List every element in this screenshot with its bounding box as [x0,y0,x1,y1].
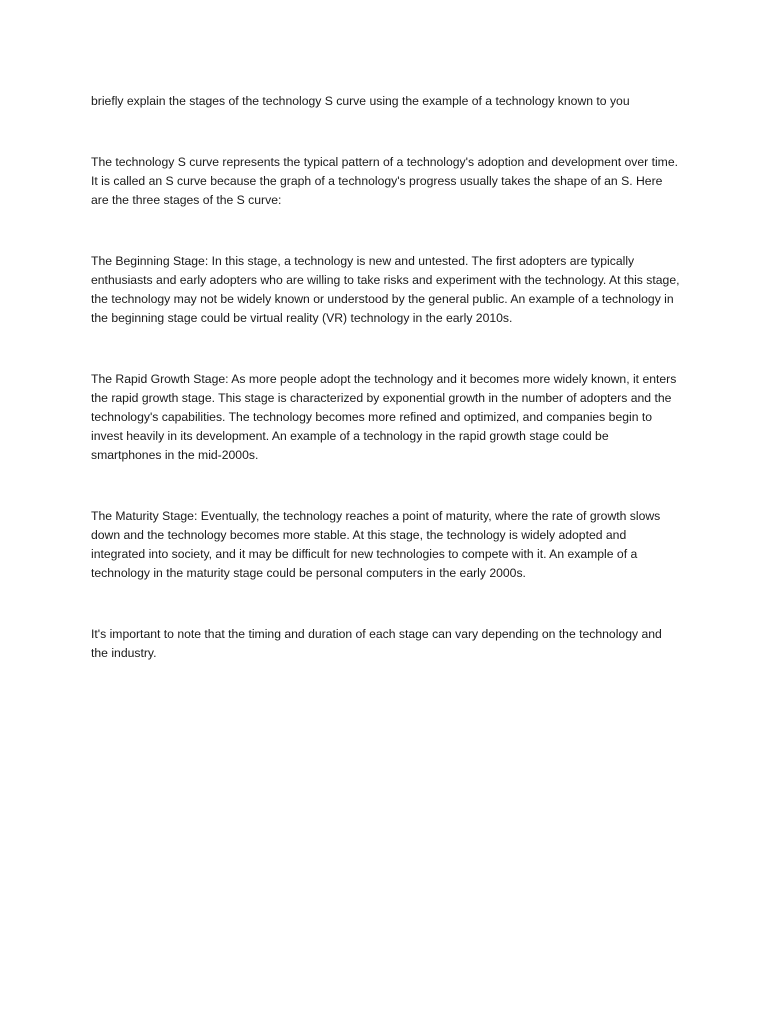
maturity-stage-paragraph: The Maturity Stage: Eventually, the technology reaches a point of maturity, where the rate of growth slows down and the technology becomes more stable. At this stage, the technology is widely adopted and integrated into society, and it may be difficult for new technologies to compete with it. An example of a technology in the maturity stage could be personal computers in the early 2000s. [91,509,661,580]
rapid-growth-stage-paragraph: The Rapid Growth Stage: As more people adopt the technology and it becomes more widely known, it enters the rapid growth stage. This stage is characterized by exponential growth in the number of adopters and the technology's capabilities. The technology becomes more refined and optimized, and companies begin to invest heavily in its development. An example of a technology in the rapid growth stage could be smartphones in the mid-2000s. [91,372,677,462]
question-text: briefly explain the stages of the technology S curve using the example of a technology known to you [91,94,630,108]
beginning-stage-paragraph: The Beginning Stage: In this stage, a technology is new and untested. The first adopters are typically enthusiasts and early adopters who are willing to take risks and experiment with the technology. At this stage, the technology may not be widely known or understood by the general public. An example of a technology in the beginning stage could be virtual reality (VR) technology in the early 2010s. [91,254,680,325]
intro-paragraph: The technology S curve represents the typical pattern of a technology's adoption and development over time. It is called an S curve because the graph of a technology's progress usually takes the shape of an S. Here are the three stages of the S curve: [91,155,678,207]
closing-note-paragraph: It's important to note that the timing and duration of each stage can vary depending on the technology and the industry. [91,627,662,660]
